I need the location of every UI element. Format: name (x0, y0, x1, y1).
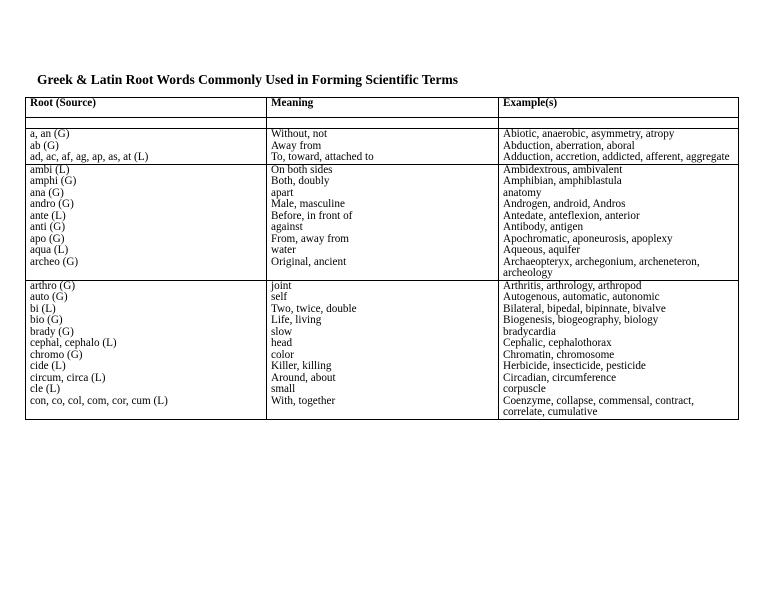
example-entry: Biogenesis, biogeography, biology (503, 314, 659, 326)
meaning-entry: apart (271, 186, 294, 199)
example-entry: Aqueous, aquifer (503, 244, 581, 256)
root-entry: arthro (G) (30, 279, 76, 292)
root-entry: bi (L) (30, 302, 56, 315)
example-entry: Antedate, anteflexion, anterior (503, 209, 640, 222)
root-entry: chromo (G) (30, 348, 83, 361)
root-entry: a, an (G) (30, 128, 70, 140)
meaning-entry: self (271, 291, 288, 303)
meaning-entry: joint (271, 279, 292, 292)
meaning-entry: small (271, 383, 296, 395)
table-row (26, 129, 739, 165)
root-entry: ad, ac, af, ag, ap, as, at (L) (30, 151, 149, 163)
example-entry: corpuscle (503, 383, 546, 395)
table-row (26, 164, 739, 280)
column-header-examples: Example(s) (499, 98, 739, 118)
root-entry: cle (L) (30, 383, 61, 395)
example-entry: Adduction, accretion, addicted, afferent, aggregate (503, 151, 730, 163)
root-entry: anti (G) (30, 221, 66, 233)
root-entry: aqua (L) (30, 244, 69, 256)
column-header-meaning: Meaning (267, 98, 499, 118)
table-header-row (26, 98, 739, 118)
root-entry: con, co, col, com, cor, cum (L) (30, 394, 168, 407)
root-entry: auto (G) (30, 291, 68, 303)
root-entry: andro (G) (30, 198, 74, 210)
meaning-cell (267, 280, 499, 419)
root-entry: archeo (G) (30, 255, 79, 268)
document-title: Greek & Latin Root Words Commonly Used in Forming Scientific Terms (37, 72, 458, 87)
examples-cell (499, 164, 739, 280)
root-entry: ante (L) (30, 209, 66, 222)
root-entry: bio (G) (30, 314, 63, 326)
root-entry: ab (G) (30, 139, 59, 152)
meaning-entry: Killer, killing (271, 360, 332, 372)
meaning-entry: against (271, 221, 303, 233)
example-entry: Antibody, antigen (503, 221, 584, 233)
meaning-entry: On both sides (271, 163, 333, 176)
root-cell (26, 164, 267, 280)
example-entry: Chromatin, chromosome (503, 348, 615, 361)
spacer-row (26, 118, 739, 129)
meaning-entry: From, away from (271, 232, 349, 245)
meaning-entry: Life, living (271, 314, 322, 326)
table-row (26, 280, 739, 419)
meaning-entry: water (271, 244, 296, 256)
meaning-entry: Without, not (271, 128, 328, 140)
root-entry: brady (G) (30, 325, 74, 338)
meaning-entry: To, toward, attached to (271, 151, 374, 163)
root-entry: cide (L) (30, 360, 66, 372)
example-entry: Archaeopteryx, archegonium, archeneteron, archeology (503, 255, 700, 279)
root-entry: ana (G) (30, 186, 64, 199)
meaning-cell (267, 129, 499, 165)
root-entry: ambi (L) (30, 163, 70, 176)
root-entry: amphi (G) (30, 175, 77, 187)
meaning-entry: Original, ancient (271, 255, 347, 268)
root-cell (26, 129, 267, 165)
meaning-entry: Male, masculine (271, 198, 345, 210)
example-entry: Autogenous, automatic, autonomic (503, 291, 660, 303)
meaning-entry: Before, in front of (271, 209, 353, 222)
root-entry: apo (G) (30, 232, 65, 245)
examples-cell (499, 129, 739, 165)
example-entry: Abiotic, anaerobic, asymmetry, atropy (503, 128, 675, 140)
column-header-root: Root (Source) (26, 98, 267, 118)
example-entry: Abduction, aberration, aboral (503, 139, 635, 152)
example-entry: anatomy (503, 186, 542, 199)
example-entry: Coenzyme, collapse, commensal, contract, correlate, cumulative (503, 394, 695, 418)
example-entry: bradycardia (503, 325, 556, 338)
meaning-entry: Around, about (271, 371, 336, 384)
example-entry: Cephalic, cephalothorax (503, 337, 612, 349)
root-entry: cephal, cephalo (L) (30, 337, 117, 349)
example-entry: Arthritis, arthrology, arthropod (503, 279, 642, 292)
examples-cell (499, 280, 739, 419)
example-entry: Herbicide, insecticide, pesticide (503, 360, 646, 372)
example-entry: Circadian, circumference (503, 371, 617, 384)
meaning-entry: color (271, 348, 294, 361)
meaning-entry: Away from (271, 139, 322, 152)
root-cell (26, 280, 267, 419)
root-words-table (25, 97, 739, 420)
example-entry: Apochromatic, aponeurosis, apoplexy (503, 232, 673, 245)
meaning-entry: slow (271, 325, 293, 338)
example-entry: Ambidextrous, ambivalent (503, 163, 623, 176)
meaning-entry: Both, doubly (271, 175, 330, 187)
meaning-cell (267, 164, 499, 280)
example-entry: Bilateral, bipedal, bipinnate, bivalve (503, 302, 666, 315)
meaning-entry: head (271, 337, 293, 349)
root-entry: circum, circa (L) (30, 371, 106, 384)
example-entry: Androgen, android, Andros (503, 198, 626, 210)
meaning-entry: With, together (271, 394, 336, 407)
example-entry: Amphibian, amphiblastula (503, 175, 622, 187)
meaning-entry: Two, twice, double (271, 302, 357, 315)
